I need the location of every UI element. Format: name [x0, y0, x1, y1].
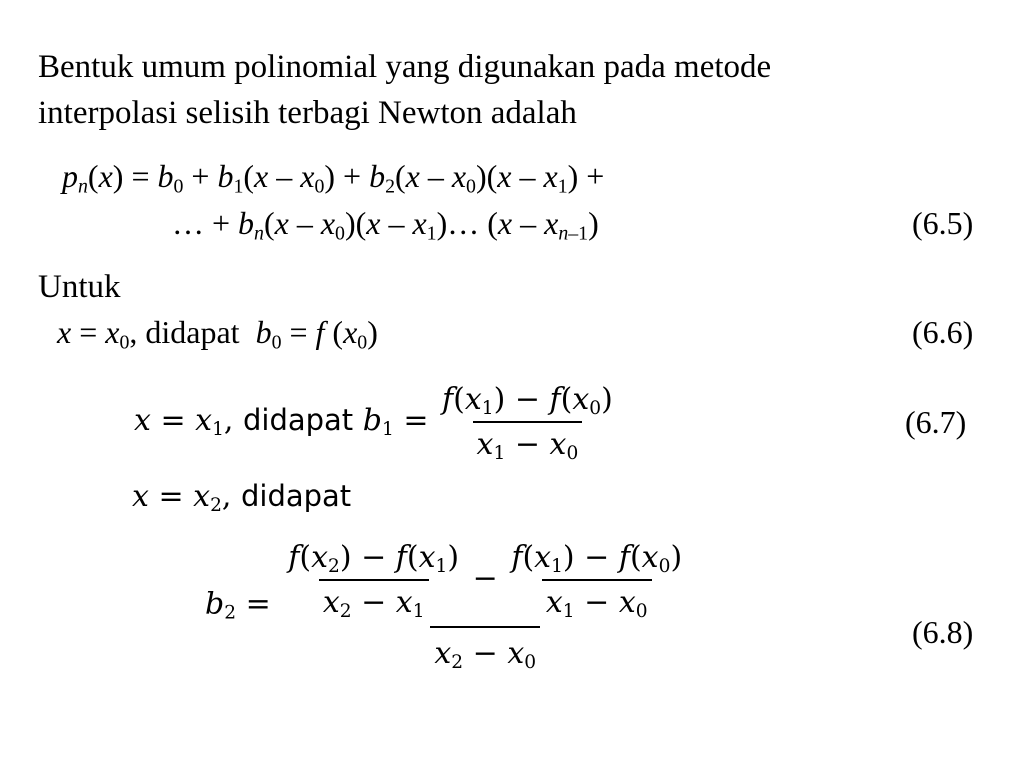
intro-line-2: interpolasi selisih terbagi Newton adalah — [38, 95, 577, 131]
equation-number-6-5: (6.5) — [912, 205, 974, 241]
untuk-label: Untuk — [38, 269, 121, 305]
equation-6-7: $x = x_1$, didapat $b_1$ = $\frac{f(x_1) - f(x_0)}{x_1 - x_0}$ — [134, 382, 613, 465]
didapat-label-3: didapat — [240, 479, 352, 513]
equation-x-equals-x2: $x = x_2$, didapat — [132, 479, 352, 517]
equation-number-6-7: (6.7) — [905, 404, 967, 440]
equation-6-6: $x = x_0$, didapat $b_0 = f$ $(x_0)$ — [57, 314, 378, 354]
intro-line-1: Bentuk umum polinomial yang digunakan pada metode — [38, 49, 772, 85]
didapat-label-1: , didapat — [129, 314, 240, 350]
equation-6-5-line-1: $p_n(x) = b_0 + b_1(x - x_0) + b_2(x - x_0)(x - x_1)$ + — [62, 158, 605, 198]
didapat-label-2: didapat — [242, 403, 354, 437]
equation-number-6-8: (6.8) — [912, 614, 974, 650]
equation-6-5-line-2: … + $b_n(x - x_0)(x$ – $x_1)\dots$ $(x - x_{n-1})$ — [172, 205, 599, 245]
equation-6-8: $b_2$ = $\frac{f(x_2) - f(x_1)}{x_2 - x_1}$ − $\frac{f(x_1) - f(x_0)}{x_1 - x_0}$ $x_2 - x_0$ — [205, 540, 683, 674]
equation-number-6-6: (6.6) — [912, 314, 974, 350]
